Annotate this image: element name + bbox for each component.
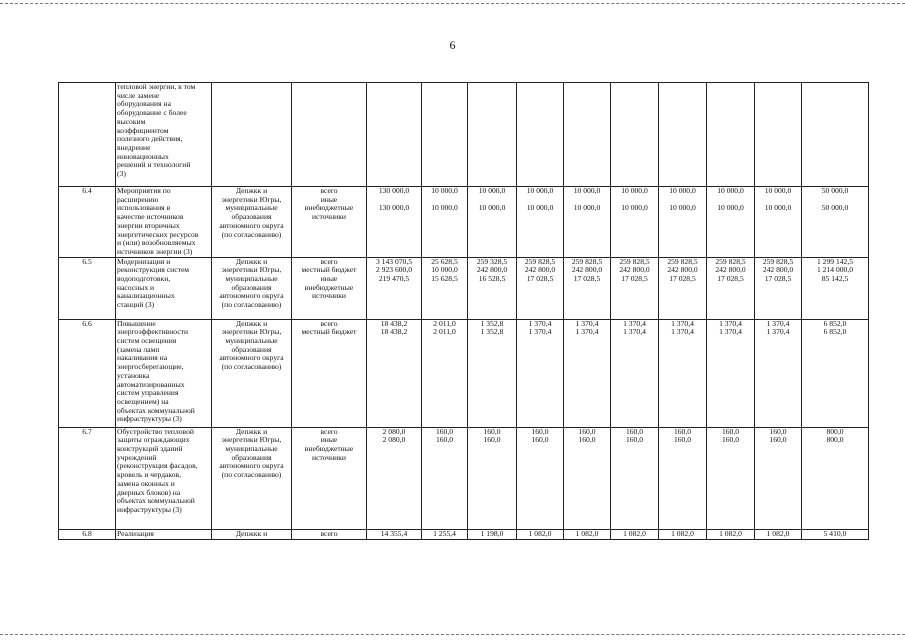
value-line: 1 370,4 (528, 327, 552, 337)
value-line: 1 082,0 (623, 529, 646, 538)
value-line: 130 000,0 (378, 203, 410, 213)
funding-source (292, 187, 367, 258)
value-line: 17 028,5 (717, 274, 744, 284)
funding-source-line: иные (320, 274, 338, 284)
funding-source (292, 83, 367, 187)
activity-name-line: канализационных (117, 291, 175, 301)
value-line: 10 000,0 (526, 186, 554, 195)
value-cell (755, 427, 802, 529)
value-line: 10 000,0 (717, 186, 744, 195)
value-cell (659, 257, 707, 319)
activity-name-line: учреждений (117, 452, 157, 462)
value-cell (422, 427, 468, 529)
funding-source-line: местный бюджет (301, 265, 357, 275)
value-line: 242 800,0 (524, 265, 556, 275)
activity-name (116, 257, 212, 319)
page-number: 6 (449, 38, 456, 52)
value-line: 1 082,0 (719, 529, 742, 538)
responsible-executor-line: муниципальные (225, 274, 278, 284)
activity-name-line: Мероприятия по (117, 186, 171, 195)
value-line: 50 000,0 (821, 186, 849, 195)
value-cell (802, 319, 869, 427)
responsible-executor-line: энергетики Югры, (221, 194, 282, 204)
row-number: 6.7 (59, 427, 116, 529)
value-line: 1 352,8 (480, 319, 504, 328)
value-line: 160,0 (769, 427, 787, 436)
value-line: 1 370,4 (623, 319, 646, 328)
activity-name-line: энергоэффективности (117, 327, 189, 337)
value-cell (564, 257, 611, 319)
value-line: 160,0 (578, 435, 596, 445)
activity-name-line: реконструкция систем (117, 265, 190, 275)
row-number (59, 83, 116, 187)
value-cell (707, 529, 755, 539)
funding-source (292, 319, 367, 427)
value-cell (422, 83, 468, 187)
value-line: 259 828,5 (715, 257, 746, 266)
value-cell (517, 529, 564, 539)
value-line: 160,0 (435, 435, 454, 445)
responsible-executor-line: энергетики Югры, (221, 265, 282, 275)
value-line: 85 142,5 (821, 274, 849, 284)
activity-name-line: систем управления (117, 388, 179, 398)
value-cell (707, 427, 755, 529)
value-line: 160,0 (483, 435, 501, 445)
table-row (59, 187, 869, 258)
activity-name-line: решений и технологий (117, 160, 191, 170)
activity-name-line: Модернизация и (117, 257, 171, 266)
responsible-executor-line: муниципальные (225, 444, 278, 454)
value-cell (367, 187, 422, 258)
value-line: 10 000,0 (621, 186, 648, 195)
value-line: 10 000,0 (431, 203, 458, 213)
value-line: 10 000,0 (431, 186, 458, 195)
value-cell (468, 83, 517, 187)
responsible-executor-line: автономного округа (219, 461, 284, 471)
responsible-executor-line: энергетики Югры, (221, 435, 282, 445)
activity-name-line: числе замене (117, 90, 160, 100)
value-line: 130 000,0 (378, 186, 410, 195)
value-line: 160,0 (483, 427, 501, 436)
funding-source (292, 529, 367, 539)
row-number: 6.6 (59, 319, 116, 427)
value-cell (755, 187, 802, 258)
value-line: 18 438,2 (380, 327, 408, 337)
value-cell (802, 83, 869, 187)
value-line: 1 370,4 (671, 327, 694, 337)
value-cell (802, 427, 869, 529)
value-cell (517, 427, 564, 529)
funding-source (292, 257, 367, 319)
value-cell (707, 187, 755, 258)
value-line: 242 800,0 (476, 265, 508, 275)
responsible-executor-line: Депжкк и (235, 529, 268, 538)
value-line: 1 082,0 (528, 529, 552, 538)
value-line: 17 028,5 (669, 274, 696, 284)
activity-name-line: систем освещения (117, 336, 177, 346)
activity-name-line: накаливания на (117, 353, 168, 363)
value-line: 1 370,4 (719, 319, 742, 328)
value-line: 17 028,5 (621, 274, 648, 284)
responsible-executor-line: (по согласованию) (221, 300, 282, 310)
value-line: 160,0 (531, 427, 549, 436)
activity-name-line: качестве источников (117, 212, 184, 222)
value-cell (802, 187, 869, 258)
row-number: 6.8 (59, 529, 116, 539)
activity-name-line: дверных блоков) на (117, 487, 181, 497)
activity-name-line: замена оконных и (117, 478, 175, 488)
value-cell (707, 83, 755, 187)
value-line: 1 370,4 (623, 327, 646, 337)
value-cell (468, 319, 517, 427)
responsible-executor-line: автономного округа (219, 220, 284, 230)
responsible-executor-line: муниципальные (225, 203, 278, 213)
responsible-executor (212, 529, 292, 539)
responsible-executor-line: Депжкк и (235, 257, 268, 266)
value-line: 10 000,0 (669, 186, 696, 195)
activity-name-line: высоким (117, 116, 146, 126)
value-cell (564, 529, 611, 539)
value-line: 1 370,4 (766, 327, 790, 337)
funding-source-line: всего (320, 257, 338, 266)
value-cell (755, 529, 802, 539)
value-cell (564, 187, 611, 258)
activity-name-line: энергии вторичных (117, 220, 180, 230)
responsible-executor-line: образования (231, 344, 272, 354)
funding-source-line: внебюджетные (304, 203, 354, 213)
activity-name-line: (реконструкция фасадов, (117, 461, 198, 471)
value-cell (517, 257, 564, 319)
value-cell (755, 83, 802, 187)
value-line: 50 000,0 (821, 203, 849, 213)
value-line: 1 255,4 (433, 529, 456, 538)
responsible-executor-line: (по согласованию) (221, 229, 282, 239)
value-cell (468, 187, 517, 258)
value-line: 17 028,5 (764, 274, 792, 284)
value-line: 17 028,5 (526, 274, 554, 284)
table-row (59, 319, 869, 427)
responsible-executor (212, 83, 292, 187)
value-cell (611, 427, 659, 529)
value-cell (611, 83, 659, 187)
value-line: 259 828,5 (524, 257, 556, 266)
funding-source-line: источники (312, 291, 346, 301)
funding-source-line: внебюджетные (304, 282, 354, 292)
value-line: 1 370,4 (528, 319, 552, 328)
value-line: 2 080,0 (382, 435, 406, 445)
value-cell (659, 529, 707, 539)
activity-name-line: тепловой энергии, в том (117, 82, 196, 91)
responsible-executor-line: (по согласованию) (221, 362, 282, 372)
value-line: 10 000,0 (669, 203, 696, 213)
row-number: 6.5 (59, 257, 116, 319)
value-line: 17 028,5 (573, 274, 601, 284)
activity-name-line: внедрение (117, 142, 151, 152)
activity-name-line: энергосберегающие, (117, 362, 184, 372)
responsible-executor-line: Депжкк и (235, 319, 268, 328)
value-line: 242 800,0 (762, 265, 794, 275)
funding-source-line: местный бюджет (301, 327, 357, 337)
activity-name-line: насосных и (117, 282, 155, 292)
table-row (59, 257, 869, 319)
activity-name-line: расширению (117, 194, 159, 204)
value-line: 1 299 142,5 (816, 257, 854, 266)
value-line: 259 828,5 (619, 257, 650, 266)
value-cell (802, 257, 869, 319)
activity-name-line: (замена ламп (117, 344, 160, 354)
value-cell (367, 83, 422, 187)
activity-name-line: источников энергии (3) (117, 246, 193, 256)
value-cell (564, 83, 611, 187)
value-line: 219 470,5 (378, 274, 410, 284)
value-line: 2 011,0 (433, 319, 456, 328)
activity-name (116, 187, 212, 258)
value-cell (422, 529, 468, 539)
value-line: 1 352,8 (480, 327, 504, 337)
responsible-executor-line: энергетики Югры, (221, 327, 282, 337)
responsible-executor-line: образования (231, 212, 272, 222)
value-line: 259 828,5 (571, 257, 603, 266)
responsible-executor-line: автономного округа (219, 291, 284, 301)
value-line: 160,0 (435, 427, 454, 436)
funding-source-line: источники (312, 212, 346, 222)
activity-name-line: оборудования на (117, 99, 171, 109)
activity-name (116, 529, 212, 539)
value-cell (367, 257, 422, 319)
value-line: 15 628,5 (431, 274, 458, 284)
value-cell (755, 257, 802, 319)
activity-name-line: и (или) возобновляемых (117, 238, 196, 248)
activity-name-line: кровель и чердаков, (117, 470, 182, 480)
value-cell (611, 529, 659, 539)
funding-source-line: внебюджетные (304, 444, 354, 454)
table-row (59, 83, 869, 187)
value-line: 10 000,0 (478, 186, 506, 195)
value-cell (802, 529, 869, 539)
value-line: 10 000,0 (717, 203, 744, 213)
value-line: 10 000,0 (764, 203, 792, 213)
value-cell (659, 319, 707, 427)
funding-source-line: всего (320, 186, 338, 195)
responsible-executor (212, 319, 292, 427)
value-cell (755, 319, 802, 427)
activity-name-line: коэффициентом (117, 125, 169, 135)
value-cell (422, 257, 468, 319)
responsible-executor-line: (по согласованию) (221, 470, 282, 480)
value-line: 160,0 (625, 427, 644, 436)
activity-name (116, 319, 212, 427)
activity-name-line: объектах коммунальной (117, 405, 195, 415)
activity-name-line: Повышение (117, 319, 156, 328)
activity-name-line: установка (117, 370, 150, 380)
value-line: 6 852,0 (823, 319, 847, 328)
scan-top-edge (0, 3, 905, 4)
value-line: 3 143 070,5 (375, 257, 413, 266)
responsible-executor-line: образования (231, 282, 272, 292)
value-line: 1 198,0 (480, 529, 504, 538)
value-line: 1 214 000,0 (816, 265, 854, 275)
value-line: 6 852,0 (823, 327, 847, 337)
value-line: 10 000,0 (573, 203, 601, 213)
table-row (59, 427, 869, 529)
responsible-executor-line: автономного округа (219, 353, 284, 363)
value-cell (367, 529, 422, 539)
value-cell (517, 319, 564, 427)
activity-name-line: полезного действия, (117, 134, 183, 144)
funding-source (292, 427, 367, 529)
value-cell (468, 427, 517, 529)
value-cell (367, 427, 422, 529)
activity-name-line: Реализация (117, 529, 154, 538)
value-line: 242 800,0 (667, 265, 698, 275)
value-line: 10 000,0 (478, 203, 506, 213)
value-cell (422, 187, 468, 258)
value-cell (611, 257, 659, 319)
funding-source-line: всего (320, 319, 338, 328)
value-cell (422, 319, 468, 427)
value-line: 1 370,4 (671, 319, 694, 328)
responsible-executor-line: образования (231, 452, 272, 462)
responsible-executor (212, 427, 292, 529)
funding-source-line: всего (320, 529, 338, 538)
value-line: 1 370,4 (575, 327, 599, 337)
activity-name-line: Обустройство тепловой (117, 427, 194, 436)
activity-name-line: (3) (117, 169, 126, 179)
value-line: 1 082,0 (766, 529, 790, 538)
value-line: 2 011,0 (433, 327, 456, 337)
activity-name-line: освещением) на (117, 396, 169, 406)
value-line: 160,0 (721, 427, 740, 436)
value-cell (611, 319, 659, 427)
activity-name-line: автоматизированных (117, 379, 185, 389)
value-cell (659, 187, 707, 258)
value-line: 242 800,0 (715, 265, 746, 275)
value-line: 160,0 (673, 427, 692, 436)
activity-name-line: объектах коммунальной (117, 496, 195, 506)
value-line: 1 082,0 (671, 529, 694, 538)
activity-name-line: защиты ограждающих (117, 435, 190, 445)
row-number: 6.4 (59, 187, 116, 258)
activity-name (116, 83, 212, 187)
value-cell (659, 427, 707, 529)
value-cell (367, 319, 422, 427)
scan-bottom-edge (0, 634, 905, 635)
program-activities-table (58, 82, 869, 540)
activity-name-line: станций (3) (117, 300, 155, 310)
value-line: 1 082,0 (575, 529, 599, 538)
value-cell (468, 257, 517, 319)
value-line: 800,0 (826, 427, 844, 436)
value-cell (517, 187, 564, 258)
value-line: 25 628,5 (431, 257, 458, 266)
activity-name-line: инфраструктуры (3) (117, 504, 182, 514)
table-row (59, 529, 869, 539)
value-cell (564, 319, 611, 427)
activity-name-line: использования в (117, 203, 171, 213)
value-line: 10 000,0 (764, 186, 792, 195)
value-line: 160,0 (625, 435, 644, 445)
value-cell (707, 257, 755, 319)
activity-name (116, 427, 212, 529)
value-cell (468, 529, 517, 539)
value-line: 242 800,0 (571, 265, 603, 275)
activity-name-line: энергетических ресурсов (117, 229, 199, 239)
value-line: 16 528,5 (478, 274, 506, 284)
value-line: 160,0 (769, 435, 787, 445)
value-line: 259 828,5 (667, 257, 698, 266)
responsible-executor (212, 257, 292, 319)
value-line: 160,0 (721, 435, 740, 445)
funding-source-line: иные (320, 435, 338, 445)
value-cell (564, 427, 611, 529)
value-line: 10 000,0 (431, 265, 458, 275)
value-line: 259 828,5 (762, 257, 794, 266)
activity-name-line: оборудование с более (117, 108, 187, 118)
activity-name-line: конструкций зданий (117, 444, 183, 454)
value-line: 10 000,0 (621, 203, 648, 213)
value-line: 2 080,0 (382, 427, 406, 436)
funding-source-line: источники (312, 452, 346, 462)
funding-source-line: всего (320, 427, 338, 436)
responsible-executor-line: муниципальные (225, 336, 278, 346)
value-cell (517, 83, 564, 187)
responsible-executor-line: Депжкк и (235, 186, 268, 195)
value-line: 10 000,0 (573, 186, 601, 195)
value-line: 1 370,4 (766, 319, 790, 328)
value-line: 800,0 (826, 435, 844, 445)
value-line: 5 410,0 (823, 529, 847, 538)
funding-source-line: иные (320, 194, 338, 204)
value-line: 259 328,5 (476, 257, 508, 266)
value-line: 18 438,2 (380, 319, 408, 328)
value-cell (659, 83, 707, 187)
activity-name-line: инфраструктуры (3) (117, 414, 182, 424)
value-cell (611, 187, 659, 258)
value-line: 14 355,4 (380, 529, 408, 538)
value-line: 10 000,0 (526, 203, 554, 213)
value-line: 1 370,4 (719, 327, 742, 337)
responsible-executor (212, 187, 292, 258)
value-cell (707, 319, 755, 427)
responsible-executor-line: Депжкк и (235, 427, 268, 436)
value-line: 242 800,0 (619, 265, 650, 275)
activity-name-line: инновационных (117, 151, 169, 161)
value-line: 1 370,4 (575, 319, 599, 328)
activity-name-line: водоподготовки, (117, 274, 171, 284)
value-line: 160,0 (673, 435, 692, 445)
value-line: 2 923 600,0 (375, 265, 413, 275)
value-line: 160,0 (578, 427, 596, 436)
value-line: 160,0 (531, 435, 549, 445)
